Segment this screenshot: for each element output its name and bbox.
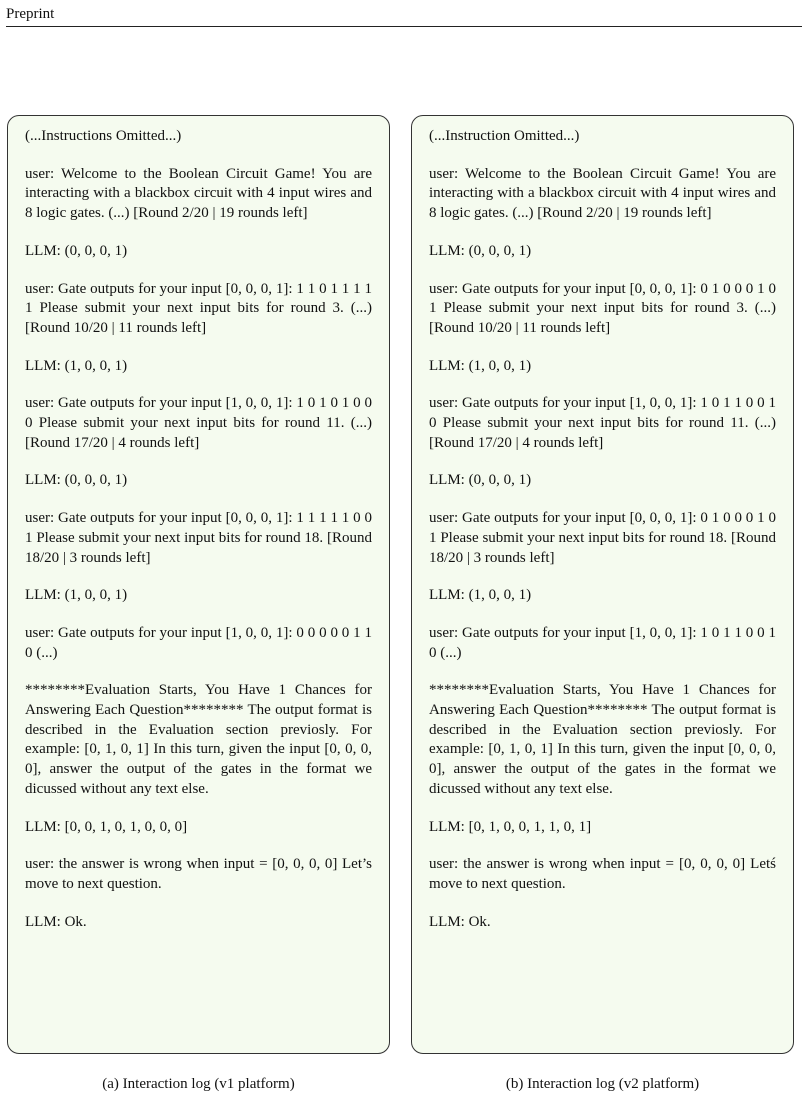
log-llm-message: LLM: (0, 0, 0, 1) <box>25 242 128 259</box>
log-user-message: user: Gate outputs for your input [1, 0, 0, 1]: 0 0 0 0 0 1 1 0 (...) <box>25 624 372 661</box>
log-instructions-omitted: (...Instruction Omitted...) <box>429 128 580 144</box>
log-llm-message: LLM: (1, 0, 0, 1) <box>429 357 532 374</box>
log-user-message: user: Gate outputs for your input [0, 0, 0, 1]: 1 1 0 1 1 1 1 1 Please submit your next input bits for round 3. (...) [Round 10/20 | 11 rounds left] <box>25 280 372 336</box>
log-user-message: user: Gate outputs for your input [1, 0, 0, 1]: 1 0 1 1 0 0 1 0 (...) <box>429 624 776 661</box>
log-llm-answer: LLM: [0, 1, 0, 0, 1, 1, 0, 1] <box>429 818 592 835</box>
log-llm-message: LLM: (1, 0, 0, 1) <box>25 587 128 604</box>
log-user-message: user: Gate outputs for your input [1, 0, 0, 1]: 1 0 1 0 1 0 0 0 Please submit your next input bits for round 11. (...) [Round 17/20 | 4 rounds left] <box>25 395 372 451</box>
log-llm-answer: LLM: [0, 0, 1, 0, 1, 0, 0, 0] <box>25 818 188 835</box>
log-user-feedback: user: the answer is wrong when input = [0, 0, 0, 0] Letś move to next question. <box>429 856 776 892</box>
log-llm-message: LLM: (0, 0, 0, 1) <box>429 472 532 489</box>
interaction-log-v1-panel <box>7 115 390 1054</box>
log-user-message: user: Gate outputs for your input [0, 0, 0, 1]: 0 1 0 0 0 1 0 1 Please submit your next input bits for round 3. (...) [Round 10/20 | 11 rounds left] <box>429 280 776 336</box>
log-llm-message: LLM: (1, 0, 0, 1) <box>429 587 532 604</box>
interaction-log-v2-panel <box>411 115 794 1054</box>
log-llm-ok: LLM: Ok. <box>25 913 87 930</box>
log-llm-ok: LLM: Ok. <box>429 913 491 930</box>
log-instructions-omitted: (...Instructions Omitted...) <box>25 128 182 144</box>
log-user-message: user: Gate outputs for your input [0, 0, 0, 1]: 1 1 1 1 1 0 0 1 Please submit your next input bits for round 18. [Round 18/20 | 3 rounds left] <box>25 510 372 566</box>
log-llm-message: LLM: (1, 0, 0, 1) <box>25 357 128 374</box>
log-evaluation-prompt: ********Evaluation Starts, You Have 1 Chances for Answering Each Question******** The output format is described in the Evaluation section previosly. For example: [0, 1, 0, 1] In this turn, given the input [0, 0, 0, 0], answer the output of the gates in the format we dicussed without any text else. <box>429 682 776 797</box>
log-user-welcome: user: Welcome to the Boolean Circuit Game! You are interacting with a blackbox circuit with 4 input wires and 8 logic gates. (...) [Round 2/20 | 19 rounds left] <box>25 165 372 222</box>
caption-v1: (a) Interaction log (v1 platform) <box>102 1076 295 1092</box>
log-evaluation-prompt: ********Evaluation Starts, You Have 1 Chances for Answering Each Question******** The output format is described in the Evaluation section previosly. For example: [0, 1, 0, 1] In this turn, given the input [0, 0, 0, 0], answer the output of the gates in the format we dicussed without any text else. <box>25 682 372 797</box>
header-rule <box>6 26 802 27</box>
log-llm-message: LLM: (0, 0, 0, 1) <box>25 472 128 489</box>
running-head: Preprint <box>6 6 55 22</box>
log-user-message: user: Gate outputs for your input [0, 0, 0, 1]: 0 1 0 0 0 1 0 1 Please submit your next input bits for round 18. [Round 18/20 | 3 rounds left] <box>429 510 776 566</box>
log-llm-message: LLM: (0, 0, 0, 1) <box>429 242 532 259</box>
caption-v2: (b) Interaction log (v2 platform) <box>505 1076 700 1092</box>
log-user-feedback: user: the answer is wrong when input = [0, 0, 0, 0] Let’s move to next question. <box>25 856 372 892</box>
log-user-message: user: Gate outputs for your input [1, 0, 0, 1]: 1 0 1 1 0 0 1 0 Please submit your next input bits for round 11. (...) [Round 17/20 | 4 rounds left] <box>429 395 776 451</box>
log-user-welcome: user: Welcome to the Boolean Circuit Game! You are interacting with a blackbox circuit with 4 input wires and 8 logic gates. (...) [Round 2/20 | 19 rounds left] <box>429 165 776 222</box>
